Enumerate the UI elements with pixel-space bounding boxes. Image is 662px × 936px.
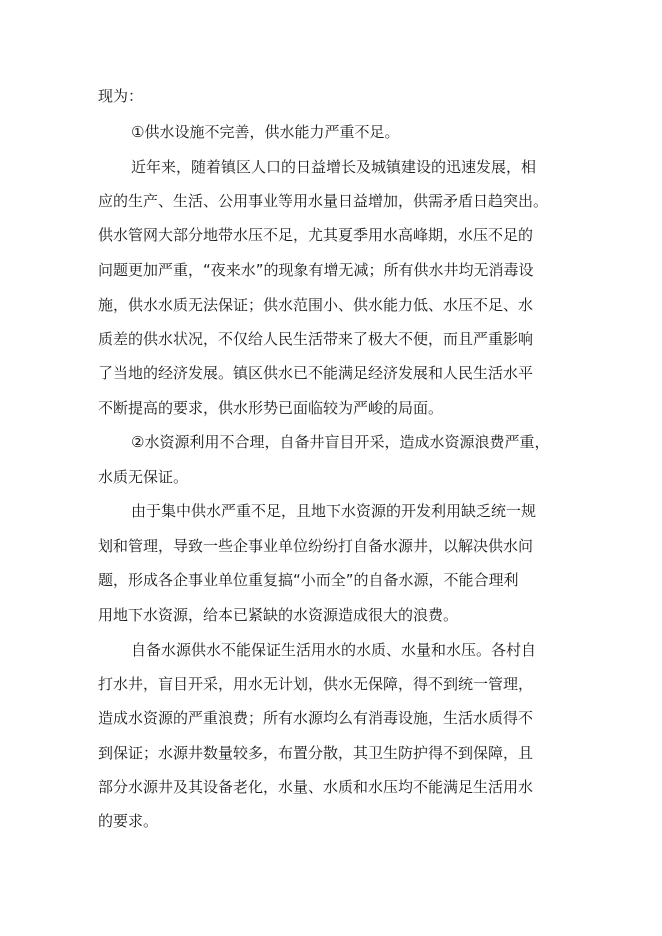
paragraph-line: 的要求。: [98, 812, 159, 830]
paragraph-line: 用地下水资源，给本已紧缺的水资源造成很大的浪费。: [98, 606, 459, 624]
paragraph-line: 近年来，随着镇区人口的日益增长及城镇建设的迅速发展，相: [131, 158, 537, 176]
paragraph-line: 施，供水水质无法保证；供水范围小、供水能力低、水压不足、水: [98, 296, 534, 314]
list-heading-line: ①供水设施不完善，供水能力严重不足。: [131, 123, 400, 141]
list-heading-line: 水质无保证。: [98, 468, 189, 486]
paragraph-line: 题，形成各企事业单位重复搞“小而全”的自备水源，不能合理利: [98, 571, 519, 589]
paragraph-line: 质差的供水状况，不仅给人民生活带来了极大不便，而且严重影响: [98, 330, 534, 348]
paragraph-line: 不断提高的要求，供水形势已面临较为严峻的局面。: [98, 399, 444, 417]
paragraph-line: 了当地的经济发展。镇区供水已不能满足经济发展和人民生活水平: [98, 364, 534, 382]
paragraph-line: 打水井，盲目开采，用水无计划，供水无保障，得不到统一管理，: [98, 675, 534, 693]
paragraph-line: 问题更加严重，“夜来水”的现象有增无减；所有供水井均无消毒设: [98, 261, 534, 279]
paragraph-line: 供水管网大部分地带水压不足，尤其夏季用水高峰期，水压不足的: [98, 226, 534, 244]
paragraph-line: 部分水源井及其设备老化，水量、水质和水压均不能满足生活用水: [98, 778, 534, 796]
list-heading-line: ②水资源利用不合理，自备井盲目开采，造成水资源浪费严重，: [131, 433, 550, 451]
paragraph-line: 由于集中供水严重不足，且地下水资源的开发利用缺乏统一规: [131, 502, 537, 520]
paragraph-line: 造成水资源的严重浪费；所有水源均么有消毒设施，生活水质得不: [98, 709, 534, 727]
paragraph-line: 自备水源供水不能保证生活用水的水质、水量和水压。各村自: [131, 641, 537, 659]
paragraph-line: 应的生产、生活、公用事业等用水量日益增加，供需矛盾日趋突出。: [98, 192, 549, 210]
paragraph-line: 划和管理，导致一些企事业单位纷纷打自备水源井，以解决供水问: [98, 537, 534, 555]
paragraph-line: 到保证；水源井数量较多，布置分散，其卫生防护得不到保障，且: [98, 744, 534, 762]
paragraph-line: 现为：: [98, 87, 144, 105]
